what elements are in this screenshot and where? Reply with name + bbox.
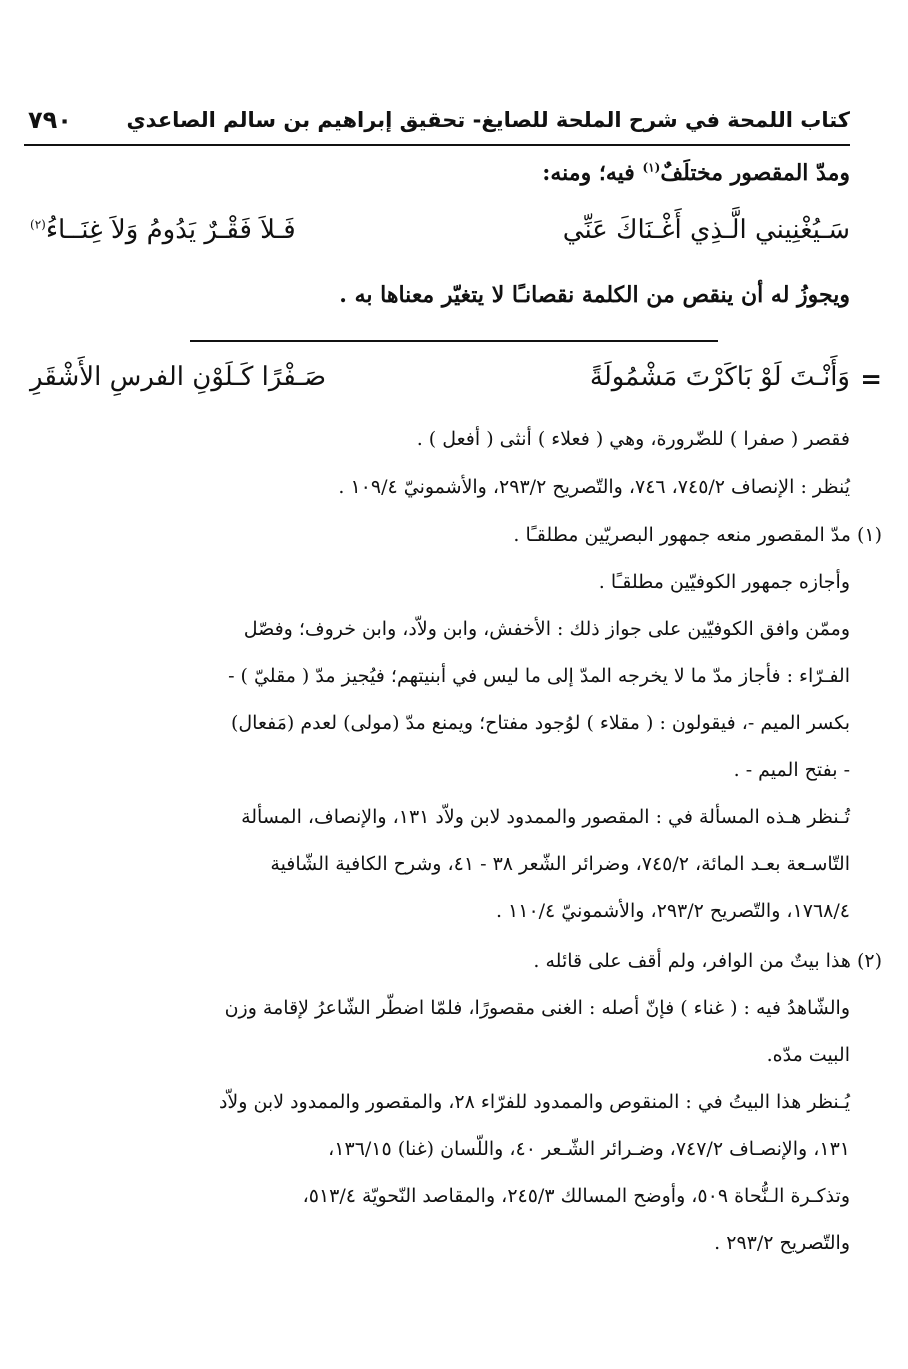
running-header [24,100,850,146]
footnote-2-first-line [82,950,882,972]
footnote-ref-1: (١) [642,160,661,175]
footnote-line: يُنظر : الإنصاف ٧٤٥/٢، ٧٤٦، والتّصريح ٢٩٣/٢، والأشمونيّ ١٠٩/٤ . [338,476,850,498]
main-text-line-1 [50,160,850,186]
footnote-line: مدّ المقصور منعه جمهور البصريّين مطلقـًا . [513,524,851,546]
footnote-line: ١٣١، والإنصـاف ٧٤٧/٢، وضـرائر الشّـعر ٤٠، واللّسان (غنا) ١٣٦/١٥، [328,1138,850,1160]
footnote-line: فقصر ( صفرا ) للضّرورة، وهي ( فعلاء ) أنثى ( أفعل ) . [416,428,850,450]
continuation-sign: = [860,365,882,395]
footnote-line: وتذكـرة الـنُّحاة ٥٠٩، وأوضح المسالك ٢٤٥/٣، والمقاصد النّحويّة ٥١٣/٤، [302,1185,850,1207]
verse-second-hemistich: فَـلاَ فَقْـرٌ يَدُومُ وَلاَ غِنَــاءُ [45,215,296,245]
footnote-line: وأجازه جمهور الكوفيّين مطلقـًا . [598,571,850,593]
footnote-ref-2: (٢) [30,217,46,232]
footnote-number-2: (٢) [856,950,882,972]
page-number: ٧٩٠ [28,106,72,134]
continued-verse-first: وَأَنْـتَ لَوْ بَاكَرْتَ مَشْمُولَةً [589,362,850,392]
footnote-separator [190,340,718,342]
book-title: كتاب اللمحة في شرح الملحة للصايغ- تحقيق إبراهيم بن سالم الصاعدي [126,108,850,132]
main-text-1a: ومدّ المقصور مختلَفٌ [660,160,850,186]
continued-verse-second: صَـفْرًا كَـلَوْنِ الفرسِ الأَشْقَرِ [30,362,327,392]
footnote-line: هذا بيتٌ من الوافر، ولم أقف على قائله . [533,950,851,972]
main-text-1b: فيه؛ ومنه: [542,160,643,186]
footnote-line: وممّن وافق الكوفيّين على جواز ذلك : الأخفش، وابن ولاّد، وابن خروف؛ وفصّل [243,618,850,640]
footnote-line: البيت مدّه. [766,1044,850,1066]
verse-second-hemistich-wrap [30,215,296,245]
poetry-verse [30,215,850,245]
verse-first-hemistich: سَـيُغْنِيني الَّـذِي أَغْـنَاكَ عَنِّي [562,215,850,245]
main-text-line-3: ويجوزُ له أن ينقص من الكلمة نقصانـًا لا يتغيّر معناها به . [339,282,850,308]
footnote-line: تُـنظر هـذه المسألة في : المقصور والممدود لابن ولاّد ١٣١، والإنصاف، المسألة [241,806,850,828]
footnote-1-first-line [82,524,882,546]
footnote-line: يُـنظر هذا البيتُ في : المنقوص والممدود للفرّاء ٢٨، والمقصور والممدود لابن ولاّد [218,1091,850,1113]
footnote-line: ١٧٦٨/٤، والتّصريح ٢٩٣/٢، والأشمونيّ ١١٠/٤ . [495,900,850,922]
footnote-line: والشّاهدُ فيه : ( غناء ) فإنّ أصله : الغنى مقصورًا، فلمّا اضطّر الشّاعرُ لإقامة وزن [224,997,850,1019]
footnote-line: بكسر الميم -، فيقولون : ( مقلاء ) لوُجود مفتاح؛ ويمنع مدّ (مولى) لعدم (مَفعال) [230,712,850,734]
continued-verse [30,362,850,392]
footnote-line: - بفتح الميم - . [733,759,850,781]
footnote-line: الفـرّاء : فأجاز مدّ ما لا يخرجه المدّ إلى ما ليس في أبنيتهم؛ فيُجيز مدّ ( مقليّ ) - [228,665,850,687]
footnote-line: والتّصريح ٢٩٣/٢ . [714,1232,850,1254]
footnote-number-1: (١) [856,524,882,546]
footnote-line: التّاسـعة بعـد المائة، ٧٤٥/٢، وضرائر الشّعر ٣٨ - ٤١، وشرح الكافية الشّافية [270,853,850,875]
